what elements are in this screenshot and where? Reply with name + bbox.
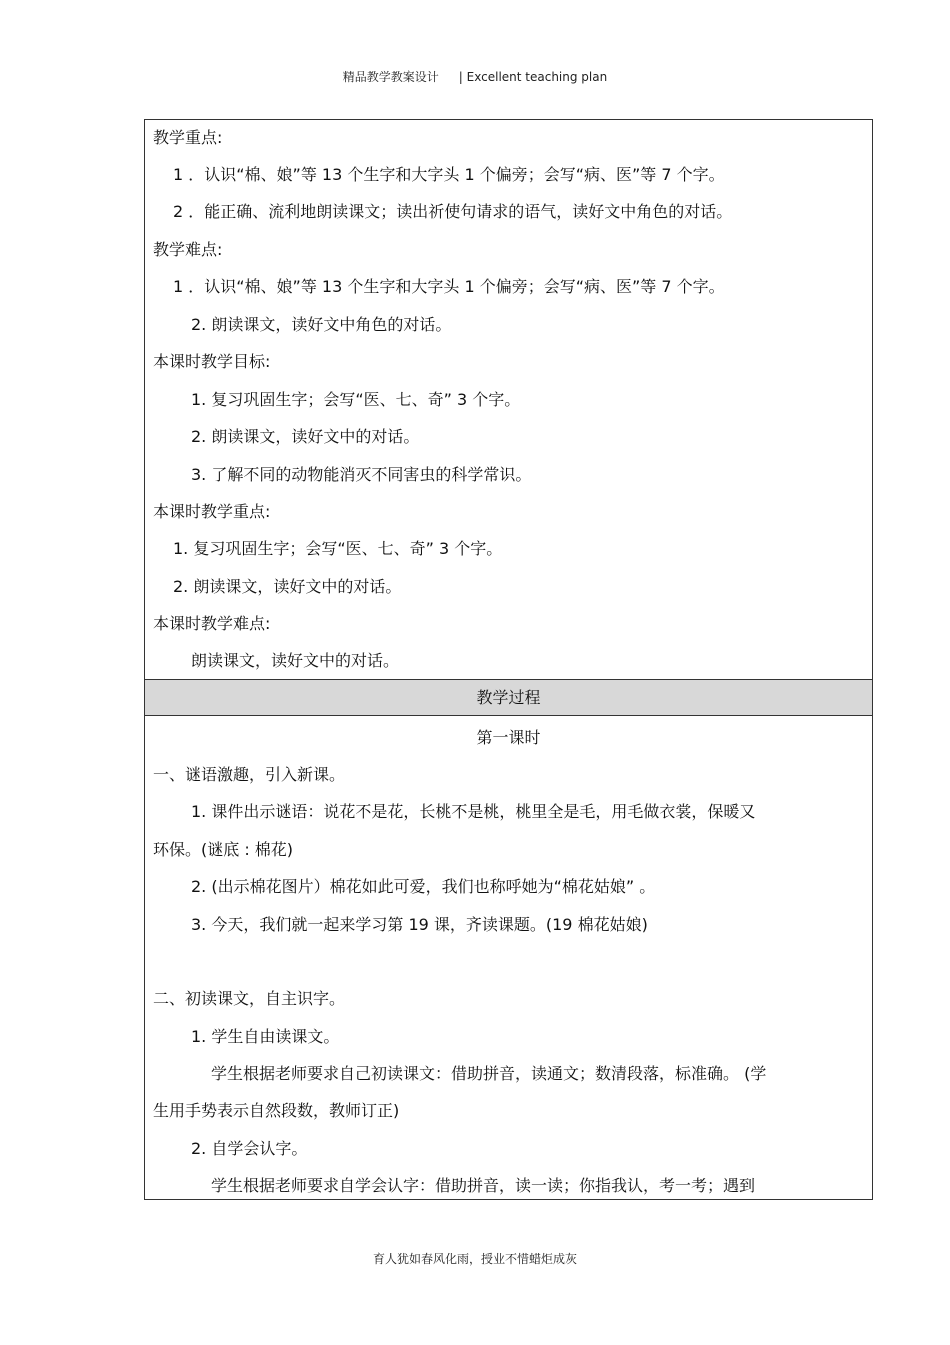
section-heading: 一、谜语激趣，引入新课。 bbox=[153, 765, 346, 784]
lesson-goal-item: 1. 复习巩固生字；会写“医、七、奇” 3 个字。 bbox=[191, 390, 521, 409]
section-item: 1. 学生自由读课文。 bbox=[191, 1027, 340, 1046]
lesson-key-item: 2. 朗读课文，读好文中的对话。 bbox=[173, 577, 402, 596]
lesson-key-heading: 本课时教学重点: bbox=[153, 502, 271, 521]
section-item-description: 学生根据老师要求自学会认字：借助拼音，读一读；你指我认，考一考；遇到 bbox=[211, 1176, 756, 1195]
section-item-description: 学生根据老师要求自己初读课文：借助拼音，读通文；数清段落，标准确。 (学 bbox=[211, 1064, 767, 1083]
section-item: 3. 今天，我们就一起来学习第 19 课，齐读课题。(19 棉花姑娘) bbox=[191, 915, 648, 934]
page-footer: 育人犹如春风化雨，授业不惜蜡炬成灰 bbox=[372, 1252, 577, 1266]
process-title: 教学过程 bbox=[476, 688, 541, 707]
period-title: 第一课时 bbox=[476, 728, 541, 747]
section-item: 1. 课件出示谜语：说花不是花，长桃不是桃，桃里全是毛，用毛做衣裳，保暖又 bbox=[191, 802, 756, 821]
lesson-goal-item: 2. 朗读课文，读好文中的对话。 bbox=[191, 427, 420, 446]
page-header bbox=[0, 68, 950, 85]
key-point-item: 2 ．能正确、流利地朗读课文；读出祈使句请求的语气，读好文中角色的对话。 bbox=[173, 202, 733, 221]
section-item-continuation: 生用手势表示自然段数，教师订正) bbox=[153, 1101, 400, 1120]
lesson-difficulty-item: 朗读课文，读好文中的对话。 bbox=[191, 651, 400, 670]
lesson-plan-table bbox=[144, 119, 873, 1200]
difficulties-heading: 教学难点: bbox=[153, 240, 223, 259]
lesson-goals-heading: 本课时教学目标: bbox=[153, 352, 271, 371]
process-section-band bbox=[145, 679, 872, 716]
difficulty-item: 1 ．认识“棉、娘”等 13 个生字和大字头 1 个偏旁；会写“病、医”等 7 个字。 bbox=[173, 277, 725, 296]
key-points-heading: 教学重点: bbox=[153, 128, 223, 147]
header-title-cn: 精品教学教案设计 bbox=[342, 70, 439, 84]
lesson-goal-item: 3. 了解不同的动物能消灭不同害虫的科学常识。 bbox=[191, 465, 532, 484]
lesson-difficulty-heading: 本课时教学难点: bbox=[153, 614, 271, 633]
key-point-item: 1 ．认识“棉、娘”等 13 个生字和大字头 1 个偏旁；会写“病、医”等 7 个字。 bbox=[173, 165, 725, 184]
section-item: 2. (出示棉花图片）棉花如此可爱，我们也称呼她为“棉花姑娘” 。 bbox=[191, 877, 656, 896]
header-title-en: | Excellent teaching plan bbox=[458, 70, 608, 84]
section-item-continuation: 环保。(谜底 : 棉花) bbox=[153, 840, 294, 859]
section-heading: 二、初读课文，自主识字。 bbox=[153, 989, 346, 1008]
lesson-key-item: 1. 复习巩固生字；会写“医、七、奇” 3 个字。 bbox=[173, 539, 503, 558]
difficulty-item: 2. 朗读课文，读好文中角色的对话。 bbox=[191, 315, 452, 334]
section-item: 2. 自学会认字。 bbox=[191, 1139, 308, 1158]
